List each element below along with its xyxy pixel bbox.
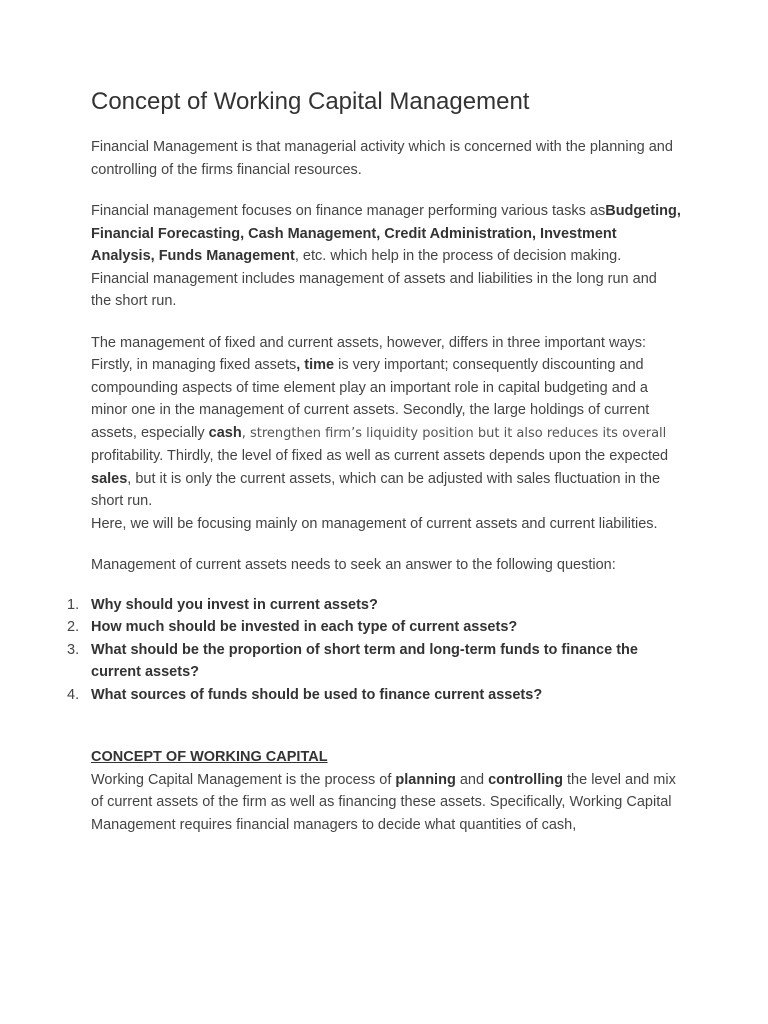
list-item bbox=[67, 616, 681, 639]
list-number: 1. bbox=[67, 596, 80, 613]
question-text: How much should be invested in each type of current assets? bbox=[91, 619, 518, 635]
tasks-lead: Financial management focuses on finance manager performing various tasks as bbox=[91, 203, 606, 219]
diff-sales-bold: sales bbox=[91, 470, 128, 487]
wc-controlling-bold: controlling bbox=[488, 771, 563, 788]
page-title: Concept of Working Capital Management bbox=[91, 88, 530, 115]
document-content bbox=[67, 86, 681, 836]
diff-cash-bold: cash bbox=[208, 424, 242, 441]
question-text: Why should you invest in current assets? bbox=[91, 596, 378, 613]
paragraph-differences bbox=[91, 332, 681, 513]
list-number: 3. bbox=[67, 641, 80, 658]
diff-a: The management of fixed and current assets, however, differs in three important ways: Firstly, in managing fixed assets bbox=[91, 334, 647, 373]
paragraph-definition: Financial Management is that managerial activity which is concerned with the planning and controlling of the firms financial resources. bbox=[91, 139, 673, 178]
list-item bbox=[67, 684, 681, 707]
diff-h: , but it is only the current assets, which can be adjusted with sales fluctuation in the short run. bbox=[91, 470, 661, 509]
diff-f: profitability. Thirdly, the level of fixed as well as current assets depends upon the expected bbox=[91, 448, 669, 464]
paragraph-focus: Here, we will be focusing mainly on management of current assets and current liabilities. bbox=[91, 515, 658, 532]
question-list bbox=[67, 594, 681, 707]
diff-alt-font: , strengthen firm’s liquidity position but it also reduces its overall bbox=[241, 425, 667, 441]
paragraph-question-intro: Management of current assets needs to seek an answer to the following question: bbox=[91, 557, 616, 573]
wc-e: the level and mix of current assets of the firm as well as financing these assets. Specifically, Working Capital Management requires financial managers to decide what quantities of cash, bbox=[91, 771, 676, 833]
wc-a: Working Capital Management is the process of bbox=[91, 771, 396, 788]
question-text: What sources of funds should be used to finance current assets? bbox=[91, 686, 543, 703]
section-heading: CONCEPT OF WORKING CAPITAL bbox=[91, 749, 328, 765]
list-item bbox=[67, 594, 681, 617]
paragraph-tasks bbox=[91, 200, 681, 268]
list-item bbox=[67, 639, 681, 684]
paragraph-includes: Financial management includes management of assets and liabilities in the long run and the short run. bbox=[91, 270, 657, 309]
paragraph-working-capital bbox=[91, 769, 681, 837]
tasks-bold-list: Budgeting, Financial Forecasting, Cash Management, Credit Administration, Investment Analysis, Funds Management bbox=[91, 203, 681, 264]
tasks-tail: , etc. which help in the process of decision making. bbox=[294, 248, 622, 264]
question-text: What should be the proportion of short term and long-term funds to finance the current assets? bbox=[91, 641, 638, 680]
diff-c: is very important; consequently discounting and compounding aspects of time element play an important role in capital budgeting and a minor one in the management of current assets. Secondly, the large holdings of current assets, especially bbox=[91, 357, 650, 441]
list-number: 4. bbox=[67, 686, 80, 703]
wc-planning-bold: planning bbox=[395, 771, 456, 788]
diff-time-bold: , time bbox=[296, 357, 335, 373]
list-number: 2. bbox=[67, 619, 80, 635]
wc-c: and bbox=[455, 771, 489, 788]
